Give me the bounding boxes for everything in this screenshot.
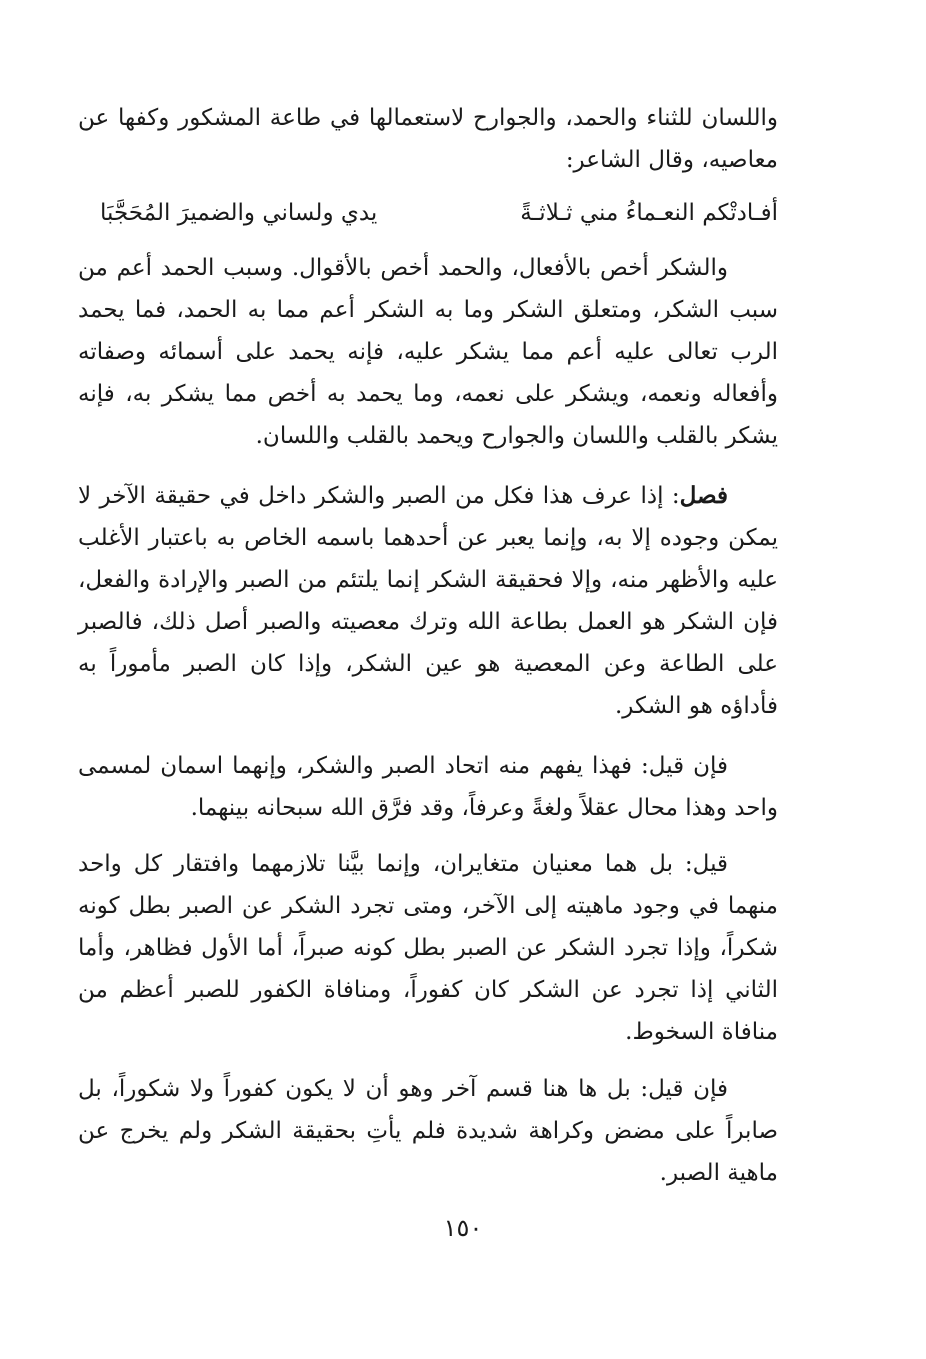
verse-second-hemistich: يدي ولساني والضميرَ المُحَجَّبَا bbox=[100, 200, 378, 226]
paragraph-text: واللسان للثناء والحمد، والجوارح لاستعمالها في طاعة المشكور وكفها عن معاصيه، وقال الشاعر: bbox=[78, 105, 778, 173]
poem-verse bbox=[100, 193, 778, 233]
paragraph-text: فإن قيل: بل ها هنا قسم آخر وهو أن لا يكون كفوراً ولا شكوراً، بل صابراً على مضض وكراهة شديدة فلم يأتِ بحقيقة الشكر ولم يخرج عن ماهية الصبر. bbox=[78, 1076, 778, 1186]
paragraph-text bbox=[78, 475, 778, 727]
paragraph-3 bbox=[78, 475, 778, 727]
paragraph-text: قيل: بل هما معنيان متغايران، وإنما بيَّنا تلازمهما وافتقار كل واحد منهما في وجود ماهيته إلى الآخر، ومتى تجرد الشكر عن الصبر بطل كونه شكراً، وإذا تجرد الشكر عن الصبر بطل كونه صبراً، أما الأول فظاهر، وأما الثاني إذا تجرد عن الشكر كان كفوراً، ومنافاة الكفور للصبر أعظم من منافاة السخوط. bbox=[78, 851, 778, 1045]
paragraph-2 bbox=[78, 247, 778, 457]
paragraph-5 bbox=[78, 843, 778, 1053]
page-number: ١٥٠ bbox=[443, 1214, 483, 1242]
section-term: فصل bbox=[679, 482, 728, 509]
paragraph-text: فإن قيل: فهذا يفهم منه اتحاد الصبر والشكر، وإنهما اسمان لمسمى واحد وهذا محال عقلاً ولغةً وعرفاً، وقد فرَّق الله سبحانه بينهما. bbox=[78, 753, 778, 821]
paragraph-6 bbox=[78, 1068, 778, 1194]
paragraph-text: والشكر أخص بالأفعال، والحمد أخص بالأقوال. وسبب الحمد أعم من سبب الشكر، ومتعلق الشكر وما به الشكر أعم مما به الحمد، فما يحمد الرب تعالى عليه أعم مما يشكر عليه، فإنه يحمد على أسمائه وصفاته وأفعاله ونعمه، ويشكر على نعمه، وما يحمد به أخص مما يشكر به، فإنه يشكر بالقلب واللسان والجوارح ويحمد بالقلب واللسان. bbox=[78, 255, 778, 449]
verse-first-hemistich: أفـادتْكم النعـماءُ مني ثـلاثـةً bbox=[520, 200, 778, 226]
paragraph-4 bbox=[78, 745, 778, 829]
paragraph-1 bbox=[78, 97, 778, 181]
section-body: : إذا عرف هذا فكل من الصبر والشكر داخل في حقيقة الآخر لا يمكن وجوده إلا به، وإنما يعبر عن أحدهما باسمه الخاص به باعتبار الأغلب عليه والأظهر منه، وإلا فحقيقة الشكر إنما يلتئم من الصبر والإرادة والفعل، فإن الشكر هو العمل بطاعة الله وترك معصيته والصبر أصل ذلك، فالصبر على الطاعة وعن المعصية هو عين الشكر، وإذا كان الصبر مأموراً به فأداؤه هو الشكر. bbox=[78, 483, 778, 719]
